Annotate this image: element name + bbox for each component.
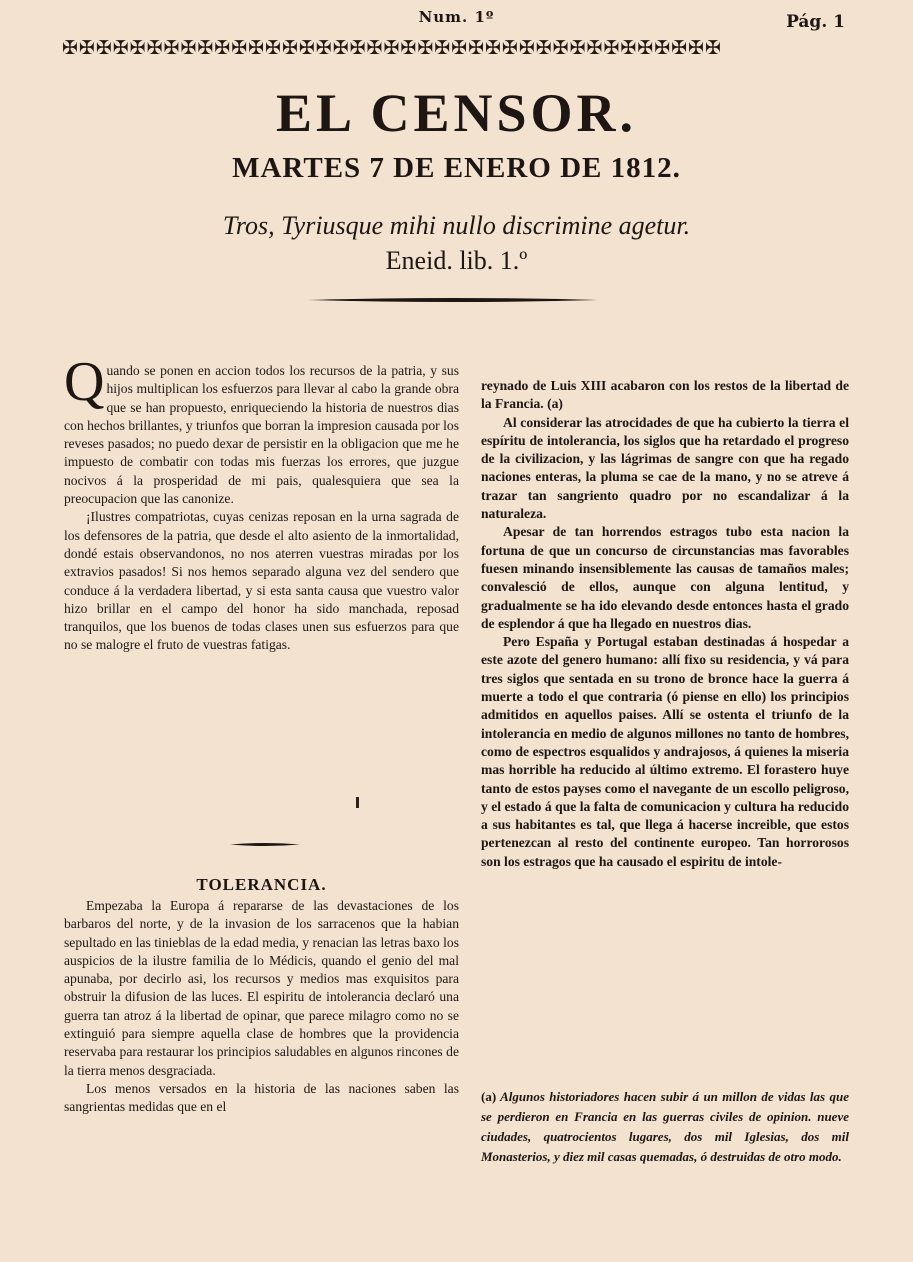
ornamental-border: ✠✠✠✠✠✠✠✠✠✠✠✠✠✠✠✠✠✠✠✠✠✠✠✠✠✠✠✠✠✠✠✠✠✠✠✠✠✠✠: [62, 37, 722, 59]
issue-date: MARTES 7 DE ENERO DE 1812.: [232, 152, 681, 184]
tolerancia-section: [64, 897, 459, 1117]
section-divider: [230, 832, 300, 837]
paragraph: Empezaba la Europa á repararse de las devastaciones de los barbaros del norte, y de la invasion de los sarracenos que la habian sepultado en las tinieblas de la edad media, y renacian las letras baxo los auspicios de la ilustre familia de lo Médicis, quando el genio del mal apunaba, por decirlo asi, los recursos y medios mas exquisitos para obstruir la difusion de las luces. El espiritu de intolerancia declaró una guerra tan atroz á la libertad de opinar, que parece milagro como no se extinguió para siempre aquella clase de hombres que la providencia reservaba para restaurar los principios saludables en algunos rincones de la tierra menos desgraciada.: [64, 898, 459, 1078]
paragraph: reynado de Luis XIII acabaron con los restos de la libertad de la Francia. (a): [481, 378, 849, 412]
footnote: [481, 1087, 849, 1167]
opening-paragraph: Quando se ponen en accion todos los recursos de la patria, y sus hijos multiplican los esfuerzos para llevar al cabo la grande obra que se han propuesto, enriqueciendo la historia de nuestros dias con hechos brillantes, y triunfos que borran la impresion causada por los reveses pasados; no puedo dexar de persistir en la obligacion que me he impuesto de combatir con todas mis fuerzas los errores, que juzgue nocivos á la prosperidad de mi pais, qualesquiera que sea la preocupacion que las canonize.: [64, 351, 459, 507]
section-heading: TOLERANCIA.: [196, 875, 327, 894]
paragraph: Al considerar las atrocidades de que ha cubierto la tierra el espíritu de intolerancia, los siglos que ha retardado el progreso de la civilizacion, y las lágrimas de sangre con que ha regado naciones enteras, la pluma se cae de la mano, y no se atreve á trazar tan sangriento quadro por no escandalizar á la naturaleza.: [481, 414, 849, 522]
epigraph-source: Eneid. lib. 1.º: [385, 246, 528, 275]
paragraph: Apesar de tan horrendos estragos tubo esta nacion la fortuna de que un concurso de circunstancias mas favorables fuesen minando insensiblemente las causas de tamaños males; convalesció de ellos, aunque con alguna lentitud, y gradualmente se ha ido elevando desde entonces hasta el grado de esplendor á que ha llegado en nuestros dias.: [481, 524, 849, 631]
drop-cap: Q: [64, 351, 105, 413]
printer-mark: [356, 797, 359, 808]
epigraph-motto: Tros, Tyriusque mihi nullo discrimine agetur.: [222, 211, 691, 240]
left-column: [64, 351, 459, 655]
paragraph: ¡Ilustres compatriotas, cuyas cenizas reposan en la urna sagrada de los defensores de la patria, que desde el alto asiento de la inmortalidad, dondé estais observandonos, no nos aterren vuestras miradas por los extravios pasados! Si nos hemos separado alguna vez del sendero que conduce á la verdadera libertad, y si esta santa causa que vuestro valor hizo brillar en el campo del honor ha sido manchada, reposad tranquilos, que los buenos de todas clases unen sus esfuerzos para que no se malogre el fruto de vuestras fatigas.: [64, 509, 459, 653]
title-rule: [308, 297, 598, 303]
issue-number: Num. 1º: [418, 8, 495, 26]
newspaper-title: EL CENSOR.: [275, 83, 638, 143]
right-column: [481, 377, 849, 871]
paragraph: Pero España y Portugal estaban destinadas á hospedar a este azote del genero humano: allí fixo su residencia, y vá para tres siglos que sentada en su trono de bronce hace la guerra á muerte a todo el que contraria (ó piense en ello) los principios admitidos en aquellos paises. Allí se ostenta el triunfo de la intolerancia en medio de algunos millones no tanto de hombres, como de espectros esqualidos y andrajosos, á quienes la miseria mas horrible ha reducido al último extremo. El forastero huye tanto de estos payses como el navegante de un escollo peligroso, y el estado á que la falta de comunicacion y cultura ha reducido a sus habitantes es tal, que llega á hacerse increible, que estos pertenezcan al resto del continente europeo. Tan horrorosos son los estragos que ha causado el espiritu de intole-: [481, 634, 849, 869]
footnote-text: Algunos historiadores hacen subir á un millon de vidas las que se perdieron en Francia en las guerras civiles de opinion. nueve ciudades, quatrocientos lugares, dos mil Iglesias, dos mil Monasterios, y diez mil casas quemadas, ó destruidas de otro modo.: [481, 1089, 849, 1164]
page-number: Pág. 1: [786, 12, 845, 32]
paragraph: Los menos versados en la historia de las naciones saben las sangrientas medidas que en el: [64, 1080, 459, 1115]
footnote-label: (a): [481, 1089, 497, 1104]
